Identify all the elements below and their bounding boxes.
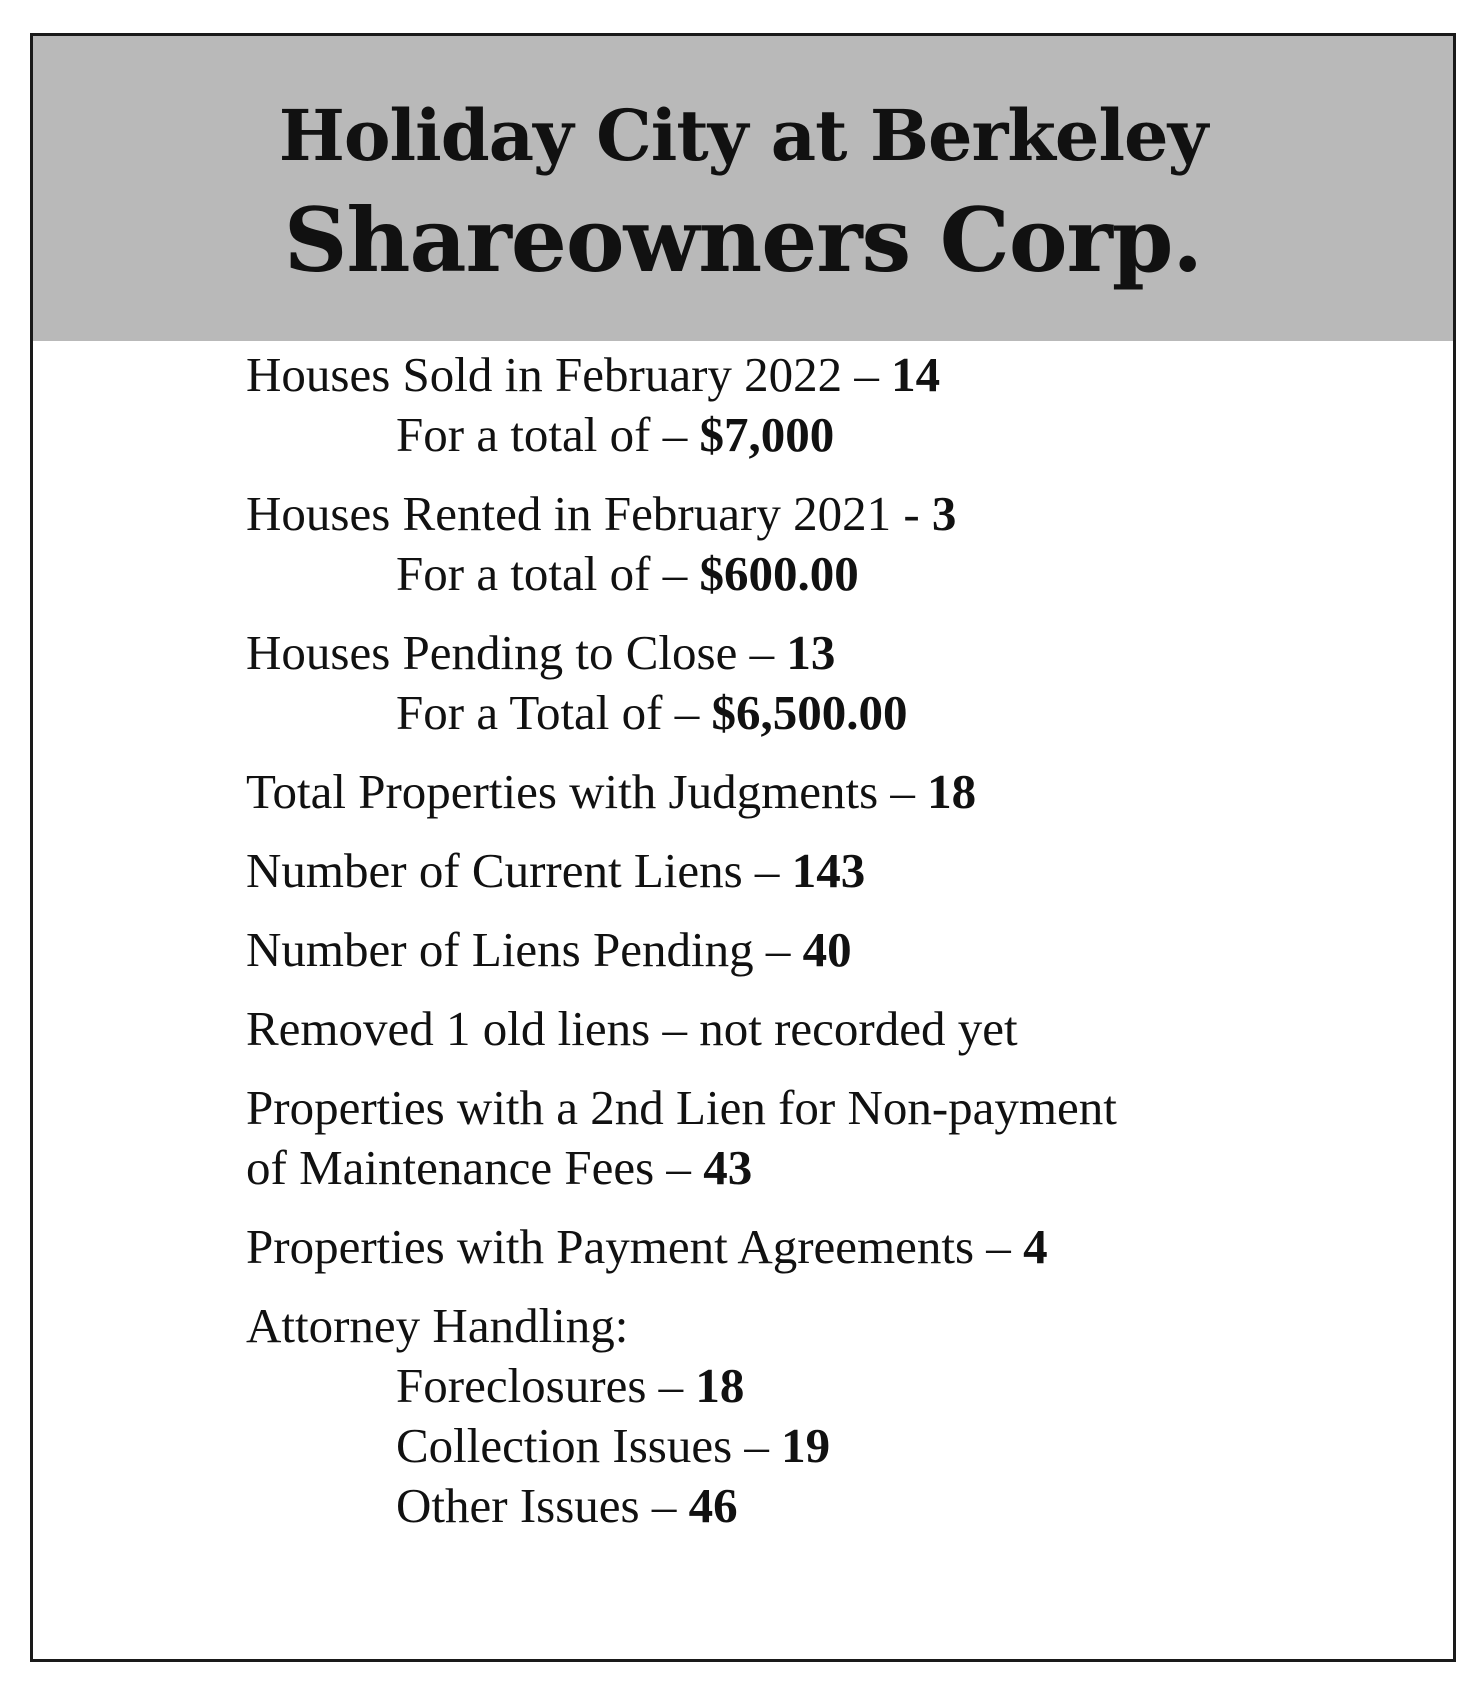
- foreclosures-label: Foreclosures –: [396, 1358, 696, 1413]
- foreclosures-value: 18: [695, 1358, 745, 1413]
- payment-agreements-value: 4: [1023, 1219, 1048, 1274]
- houses-sold-item: [246, 345, 1346, 465]
- liens-pending-value: 40: [802, 922, 852, 977]
- houses-sold-total-label: For a total of –: [396, 407, 700, 462]
- second-lien-item: [246, 1078, 1346, 1198]
- houses-rented-value: 3: [931, 486, 957, 541]
- houses-pending-total-value: $6,500.00: [711, 685, 908, 740]
- houses-pending-item: [246, 623, 1346, 743]
- header-banner: [33, 36, 1453, 341]
- payment-agreements-label: Properties with Payment Agreements –: [246, 1219, 1024, 1274]
- houses-rented-total-value: $600.00: [699, 546, 859, 601]
- current-liens-value: 143: [791, 843, 866, 898]
- houses-rented-label: Houses Rented in February 2021 -: [246, 486, 932, 541]
- collection-issues-value: 19: [781, 1418, 831, 1473]
- current-liens-label: Number of Current Liens –: [246, 843, 792, 898]
- judgments-label: Total Properties with Judgments –: [246, 764, 928, 819]
- houses-sold-total-value: $7,000: [699, 407, 835, 462]
- second-lien-line-2: of Maintenance Fees –: [246, 1140, 704, 1195]
- attorney-handling-label: Attorney Handling:: [246, 1298, 629, 1353]
- payment-agreements-item: [246, 1217, 1346, 1277]
- judgments-item: [246, 762, 1346, 822]
- houses-sold-value: 14: [891, 347, 941, 402]
- judgments-value: 18: [927, 764, 977, 819]
- second-lien-value: 43: [703, 1140, 753, 1195]
- current-liens-item: [246, 841, 1346, 901]
- second-lien-line-1: Properties with a 2nd Lien for Non-payment: [246, 1080, 1117, 1135]
- title-line-2: Shareowners Corp.: [283, 188, 1203, 292]
- title-line-1: Holiday City at Berkeley: [278, 94, 1208, 177]
- houses-pending-total-label: For a Total of –: [396, 685, 712, 740]
- houses-rented-total-label: For a total of –: [396, 546, 700, 601]
- liens-pending-label: Number of Liens Pending –: [246, 922, 803, 977]
- other-issues-label: Other Issues –: [396, 1478, 689, 1533]
- houses-sold-label: Houses Sold in February 2022 –: [246, 347, 892, 402]
- removed-liens-item: Removed 1 old liens – not recorded yet: [246, 1001, 1018, 1056]
- attorney-handling-item: [246, 1296, 1346, 1536]
- liens-pending-item: [246, 920, 1346, 980]
- houses-rented-item: [246, 484, 1346, 604]
- houses-pending-label: Houses Pending to Close –: [246, 625, 787, 680]
- collection-issues-label: Collection Issues –: [396, 1418, 782, 1473]
- report-body: [246, 345, 1346, 1555]
- other-issues-value: 46: [688, 1478, 738, 1533]
- houses-pending-value: 13: [786, 625, 836, 680]
